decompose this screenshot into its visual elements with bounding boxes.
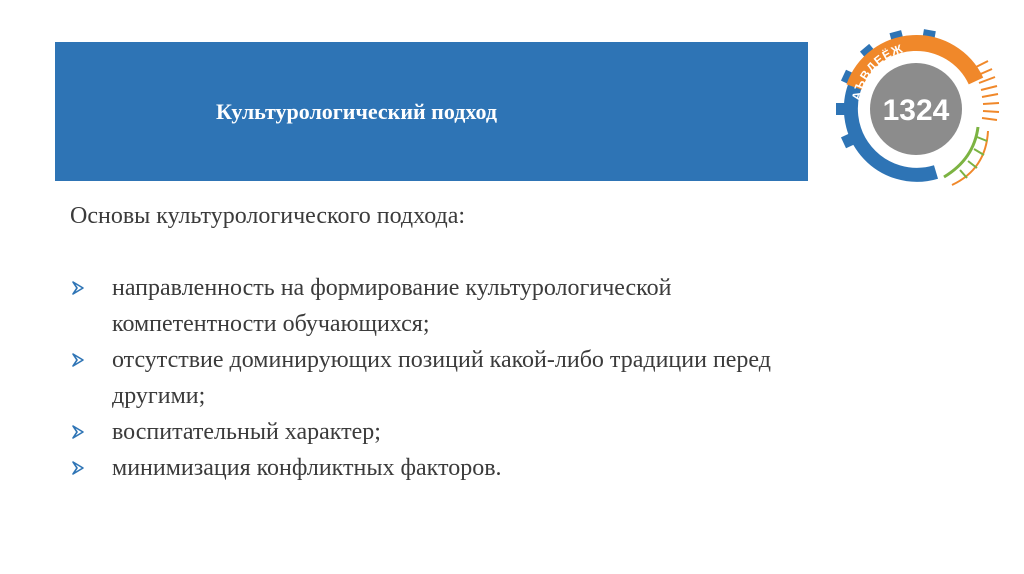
- title-bar: [55, 42, 808, 181]
- arrow-bullet-icon: [70, 414, 100, 450]
- bullet-item: [70, 342, 790, 414]
- arrow-bullet-icon: [70, 270, 100, 306]
- logo-number: 1324: [882, 94, 950, 127]
- school-logo: [832, 22, 1000, 192]
- bullet-list: [70, 270, 790, 486]
- bullet-item: [70, 414, 790, 450]
- arrow-bullet-icon: [70, 450, 100, 486]
- arrow-bullet-icon: [70, 342, 100, 378]
- content-area: [70, 198, 790, 486]
- logo-arc-text: АЪВДЕЁЖ: [849, 41, 906, 102]
- slide-title: Культурологический подход: [215, 98, 498, 124]
- school-1324-gear-logo-icon: [832, 22, 1000, 192]
- intro-text: Основы культурологического подхода:: [70, 203, 466, 229]
- bullet-item: [70, 450, 790, 486]
- bullet-text: воспитательный характер;: [112, 419, 381, 445]
- bullet-text: минимизация конфликтных факторов.: [112, 455, 502, 481]
- bullet-text: отсутствие доминирующих позиций какой-либо традиции перед другими;: [112, 347, 771, 409]
- bullet-text: направленность на формирование культурологической компетентности обучающихся;: [112, 275, 672, 337]
- bullet-item: [70, 270, 790, 342]
